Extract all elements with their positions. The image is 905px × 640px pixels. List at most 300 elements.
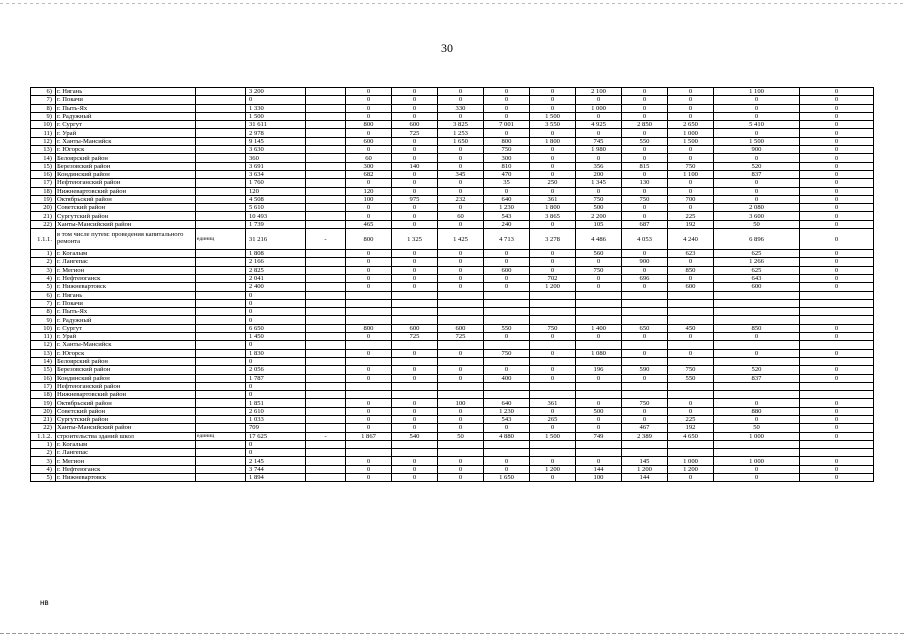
value-cell: 625 (714, 266, 800, 274)
table-row (31, 195, 874, 203)
value-cell: 600 (438, 324, 484, 332)
value-cell: 0 (438, 457, 484, 465)
value-cell: 0 (484, 283, 530, 291)
value-cell (576, 291, 622, 299)
value-cell: 0 (484, 104, 530, 112)
value-cell: 361 (530, 399, 576, 407)
value-cell: 0 (438, 146, 484, 154)
value-cell (438, 291, 484, 299)
value-cell (668, 308, 714, 316)
value-cell (668, 449, 714, 457)
data-table (30, 87, 874, 482)
value-cell: 0 (438, 274, 484, 282)
value-cell: 1 330 (246, 104, 306, 112)
value-cell: 0 (392, 220, 438, 228)
value-cell: 0 (668, 474, 714, 482)
table-row (31, 399, 874, 407)
value-cell: 60 (346, 154, 392, 162)
table-row (31, 146, 874, 154)
value-cell: 1 325 (392, 229, 438, 250)
value-cell: 900 (622, 258, 668, 266)
value-cell: 0 (576, 333, 622, 341)
row-index: 12) (31, 137, 56, 145)
value-cell (576, 449, 622, 457)
unit-cell (196, 399, 246, 407)
value-cell: 0 (438, 266, 484, 274)
row-name: г. Радужный (56, 316, 196, 324)
unit-cell (196, 283, 246, 291)
value-cell: 0 (668, 407, 714, 415)
value-cell: 0 (438, 179, 484, 187)
value-cell (714, 299, 800, 307)
unit-cell (196, 324, 246, 332)
value-cell: 0 (800, 112, 874, 120)
unit-cell (196, 291, 246, 299)
value-cell (576, 341, 622, 349)
value-cell (306, 162, 346, 170)
table-row (31, 266, 874, 274)
value-cell: 265 (530, 415, 576, 423)
value-cell: 3 278 (530, 229, 576, 250)
value-cell: 0 (346, 366, 392, 374)
table-row (31, 324, 874, 332)
value-cell: 0 (622, 333, 668, 341)
value-cell: 0 (622, 283, 668, 291)
unit-cell (196, 250, 246, 258)
value-cell: 2 080 (714, 204, 800, 212)
value-cell (484, 341, 530, 349)
table-row (31, 374, 874, 382)
value-cell: 540 (392, 432, 438, 440)
unit-cell (196, 424, 246, 432)
value-cell: 0 (714, 465, 800, 473)
row-index: 10) (31, 324, 56, 332)
value-cell: 9 145 (246, 137, 306, 145)
row-index: 11) (31, 129, 56, 137)
value-cell: 225 (668, 212, 714, 220)
row-name: Октябрьский район (56, 195, 196, 203)
table-row (31, 341, 874, 349)
value-cell: 560 (576, 250, 622, 258)
value-cell (346, 316, 392, 324)
value-cell: 750 (484, 349, 530, 357)
value-cell (714, 357, 800, 365)
row-name: г. Ханты-Мансийск (56, 341, 196, 349)
value-cell: 1 100 (668, 170, 714, 178)
table-row (31, 440, 874, 448)
value-cell: 0 (484, 274, 530, 282)
row-index: 13) (31, 146, 56, 154)
value-cell: 800 (346, 229, 392, 250)
value-cell: 50 (714, 424, 800, 432)
value-cell: 0 (800, 407, 874, 415)
value-cell: 3 634 (246, 170, 306, 178)
value-cell: 1 500 (530, 112, 576, 120)
value-cell: 0 (392, 258, 438, 266)
value-cell: 0 (714, 112, 800, 120)
value-cell: 0 (800, 146, 874, 154)
value-cell: 2 166 (246, 258, 306, 266)
value-cell: 1 808 (246, 250, 306, 258)
row-index: 20) (31, 204, 56, 212)
value-cell (306, 440, 346, 448)
row-name: г. Нефтеюганск (56, 274, 196, 282)
value-cell (306, 170, 346, 178)
scan-bottom-edge (0, 633, 905, 634)
value-cell: 2 056 (246, 366, 306, 374)
value-cell (306, 357, 346, 365)
value-cell: 0 (530, 424, 576, 432)
row-name: г. Когалым (56, 250, 196, 258)
value-cell: 465 (346, 220, 392, 228)
value-cell (484, 316, 530, 324)
value-cell: 120 (346, 187, 392, 195)
value-cell (306, 250, 346, 258)
value-cell (306, 266, 346, 274)
value-cell: 702 (530, 274, 576, 282)
value-cell: 0 (438, 88, 484, 96)
value-cell (306, 129, 346, 137)
value-cell: 330 (438, 104, 484, 112)
value-cell: 725 (392, 333, 438, 341)
value-cell: 100 (438, 399, 484, 407)
value-cell: 31 611 (246, 121, 306, 129)
value-cell (438, 341, 484, 349)
value-cell: 0 (800, 137, 874, 145)
value-cell: 356 (576, 162, 622, 170)
unit-cell (196, 308, 246, 316)
value-cell: 750 (622, 399, 668, 407)
value-cell: 0 (392, 349, 438, 357)
value-cell (438, 299, 484, 307)
value-cell (576, 357, 622, 365)
row-name: г. Урай (56, 129, 196, 137)
row-name: Кондинский район (56, 374, 196, 382)
value-cell: 0 (576, 154, 622, 162)
row-name: г. Мегион (56, 266, 196, 274)
value-cell (306, 399, 346, 407)
value-cell (306, 391, 346, 399)
value-cell: 470 (484, 170, 530, 178)
value-cell: 0 (668, 88, 714, 96)
value-cell: 0 (246, 440, 306, 448)
value-cell: 345 (438, 170, 484, 178)
value-cell: 2 610 (246, 407, 306, 415)
unit-cell (196, 465, 246, 473)
value-cell: 550 (668, 374, 714, 382)
value-cell: 0 (346, 474, 392, 482)
value-cell (800, 316, 874, 324)
value-cell: 0 (800, 96, 874, 104)
value-cell (346, 391, 392, 399)
value-cell: 100 (576, 474, 622, 482)
value-cell (438, 382, 484, 390)
value-cell: 300 (346, 162, 392, 170)
value-cell: 837 (714, 374, 800, 382)
value-cell: 2 100 (576, 88, 622, 96)
value-cell: 144 (622, 474, 668, 482)
row-index: 2) (31, 258, 56, 266)
value-cell: 0 (438, 220, 484, 228)
value-cell: 0 (800, 212, 874, 220)
value-cell: 696 (622, 274, 668, 282)
value-cell (346, 440, 392, 448)
row-name: Ханты-Мансийский район (56, 220, 196, 228)
value-cell: 361 (530, 195, 576, 203)
value-cell: 749 (576, 432, 622, 440)
value-cell (576, 391, 622, 399)
row-index: 9) (31, 316, 56, 324)
value-cell: 0 (392, 374, 438, 382)
value-cell (346, 382, 392, 390)
value-cell: 837 (714, 170, 800, 178)
value-cell (346, 449, 392, 457)
value-cell: 0 (392, 399, 438, 407)
value-cell: 0 (800, 154, 874, 162)
value-cell: 0 (246, 316, 306, 324)
unit-cell (196, 170, 246, 178)
value-cell: 0 (800, 187, 874, 195)
table-row (31, 465, 874, 473)
value-cell: 0 (622, 170, 668, 178)
value-cell (484, 391, 530, 399)
value-cell: 0 (576, 96, 622, 104)
value-cell: 240 (484, 220, 530, 228)
value-cell: 2 145 (246, 457, 306, 465)
value-cell (530, 308, 576, 316)
value-cell: 600 (668, 283, 714, 291)
value-cell: 0 (392, 112, 438, 120)
row-name: г. Лангепас (56, 449, 196, 457)
value-cell: 543 (484, 415, 530, 423)
value-cell: - (306, 432, 346, 440)
value-cell: 1 253 (438, 129, 484, 137)
table-row (31, 162, 874, 170)
value-cell: 0 (392, 283, 438, 291)
table-row (31, 187, 874, 195)
unit-cell (196, 146, 246, 154)
row-index: 18) (31, 391, 56, 399)
row-name: Нефтеюганский район (56, 179, 196, 187)
unit-cell (196, 220, 246, 228)
value-cell (392, 449, 438, 457)
value-cell: 140 (392, 162, 438, 170)
unit-cell (196, 357, 246, 365)
value-cell: 0 (622, 129, 668, 137)
value-cell: 0 (392, 407, 438, 415)
value-cell: 200 (576, 170, 622, 178)
value-cell (306, 333, 346, 341)
unit-cell (196, 104, 246, 112)
value-cell: 1 200 (668, 465, 714, 473)
value-cell: 0 (622, 212, 668, 220)
value-cell: 1 345 (576, 179, 622, 187)
value-cell: 50 (438, 432, 484, 440)
row-index: 3) (31, 457, 56, 465)
row-index: 12) (31, 341, 56, 349)
row-index: 7) (31, 96, 56, 104)
value-cell: 0 (800, 229, 874, 250)
value-cell: 0 (346, 204, 392, 212)
value-cell: 0 (392, 96, 438, 104)
value-cell: 0 (484, 366, 530, 374)
value-cell: 750 (530, 324, 576, 332)
value-cell: 0 (714, 96, 800, 104)
value-cell (484, 299, 530, 307)
value-cell: 450 (668, 324, 714, 332)
value-cell (576, 308, 622, 316)
value-cell (306, 291, 346, 299)
value-cell: 0 (622, 407, 668, 415)
table-row (31, 274, 874, 282)
value-cell: 0 (346, 333, 392, 341)
value-cell: 0 (484, 187, 530, 195)
value-cell: 0 (530, 333, 576, 341)
value-cell: 0 (530, 162, 576, 170)
row-name: г. Покачи (56, 96, 196, 104)
value-cell: 1 800 (530, 137, 576, 145)
value-cell: 0 (392, 212, 438, 220)
value-cell: 192 (668, 424, 714, 432)
value-cell: 0 (392, 104, 438, 112)
value-cell (800, 357, 874, 365)
value-cell (306, 382, 346, 390)
value-cell: 0 (438, 407, 484, 415)
value-cell (392, 316, 438, 324)
table-row (31, 474, 874, 482)
row-name: г. Нефтеюганск (56, 465, 196, 473)
unit-cell (196, 274, 246, 282)
row-index: 2) (31, 449, 56, 457)
value-cell (306, 220, 346, 228)
value-cell: 2 200 (576, 212, 622, 220)
value-cell: 4 053 (622, 229, 668, 250)
scan-top-edge (0, 3, 905, 4)
value-cell: 1 230 (484, 407, 530, 415)
unit-cell (196, 88, 246, 96)
value-cell: 0 (392, 204, 438, 212)
row-name: г. Нижневартовск (56, 283, 196, 291)
value-cell: 3 630 (246, 146, 306, 154)
value-cell (346, 341, 392, 349)
value-cell (306, 366, 346, 374)
value-cell: 0 (800, 195, 874, 203)
footer-mark: нв (40, 598, 49, 607)
value-cell: 1 787 (246, 374, 306, 382)
row-index: 11) (31, 333, 56, 341)
value-cell: 0 (622, 146, 668, 154)
table-row (31, 121, 874, 129)
value-cell: 0 (800, 170, 874, 178)
row-name: г. Когалым (56, 440, 196, 448)
row-name: Кондинский район (56, 170, 196, 178)
row-name: Нижневартовский район (56, 187, 196, 195)
value-cell (622, 316, 668, 324)
unit-cell (196, 474, 246, 482)
value-cell: 1 033 (246, 415, 306, 423)
value-cell: 650 (622, 324, 668, 332)
row-name: Белоярский район (56, 154, 196, 162)
value-cell: 0 (576, 129, 622, 137)
value-cell: 1 867 (346, 432, 392, 440)
table-row (31, 88, 874, 96)
row-index: 17) (31, 179, 56, 187)
value-cell: 0 (530, 474, 576, 482)
table-row (31, 349, 874, 357)
value-cell (306, 374, 346, 382)
value-cell: 0 (576, 374, 622, 382)
value-cell: 0 (622, 96, 668, 104)
value-cell: - (306, 229, 346, 250)
value-cell: 750 (622, 195, 668, 203)
value-cell: 4 486 (576, 229, 622, 250)
row-name: г. Нижневартовск (56, 474, 196, 482)
value-cell (306, 146, 346, 154)
value-cell (668, 357, 714, 365)
table-row (31, 137, 874, 145)
row-name: Сургутский район (56, 212, 196, 220)
value-cell (306, 274, 346, 282)
value-cell: 0 (668, 349, 714, 357)
row-index: 6) (31, 88, 56, 96)
row-name: г. Мегион (56, 457, 196, 465)
value-cell: 0 (438, 250, 484, 258)
row-index: 1) (31, 440, 56, 448)
unit-cell (196, 266, 246, 274)
value-cell: 750 (576, 195, 622, 203)
value-cell (306, 154, 346, 162)
value-cell (392, 357, 438, 365)
value-cell: 800 (346, 324, 392, 332)
value-cell: 1 230 (484, 204, 530, 212)
value-cell: 0 (800, 258, 874, 266)
value-cell: 0 (392, 465, 438, 473)
value-cell: 0 (668, 399, 714, 407)
value-cell: 0 (392, 154, 438, 162)
value-cell: 0 (714, 415, 800, 423)
value-cell: 0 (668, 104, 714, 112)
table-body (31, 88, 874, 482)
unit-cell: единиц (196, 229, 246, 250)
value-cell: 0 (622, 112, 668, 120)
table-row (31, 212, 874, 220)
value-cell (306, 465, 346, 473)
value-cell (714, 391, 800, 399)
value-cell: 1 650 (484, 474, 530, 482)
value-cell: 0 (530, 457, 576, 465)
value-cell: 700 (668, 195, 714, 203)
row-index: 14) (31, 357, 56, 365)
unit-cell (196, 121, 246, 129)
value-cell (306, 258, 346, 266)
value-cell: 0 (392, 366, 438, 374)
value-cell (306, 137, 346, 145)
value-cell (622, 440, 668, 448)
value-cell: 0 (800, 283, 874, 291)
value-cell: 0 (246, 308, 306, 316)
value-cell: 0 (346, 465, 392, 473)
value-cell: 750 (576, 266, 622, 274)
value-cell: 0 (576, 283, 622, 291)
value-cell (306, 187, 346, 195)
value-cell: 0 (346, 399, 392, 407)
value-cell: 0 (484, 333, 530, 341)
value-cell: 1 760 (246, 179, 306, 187)
value-cell (306, 407, 346, 415)
value-cell: 1 800 (530, 204, 576, 212)
value-cell: 0 (392, 170, 438, 178)
unit-cell (196, 349, 246, 357)
